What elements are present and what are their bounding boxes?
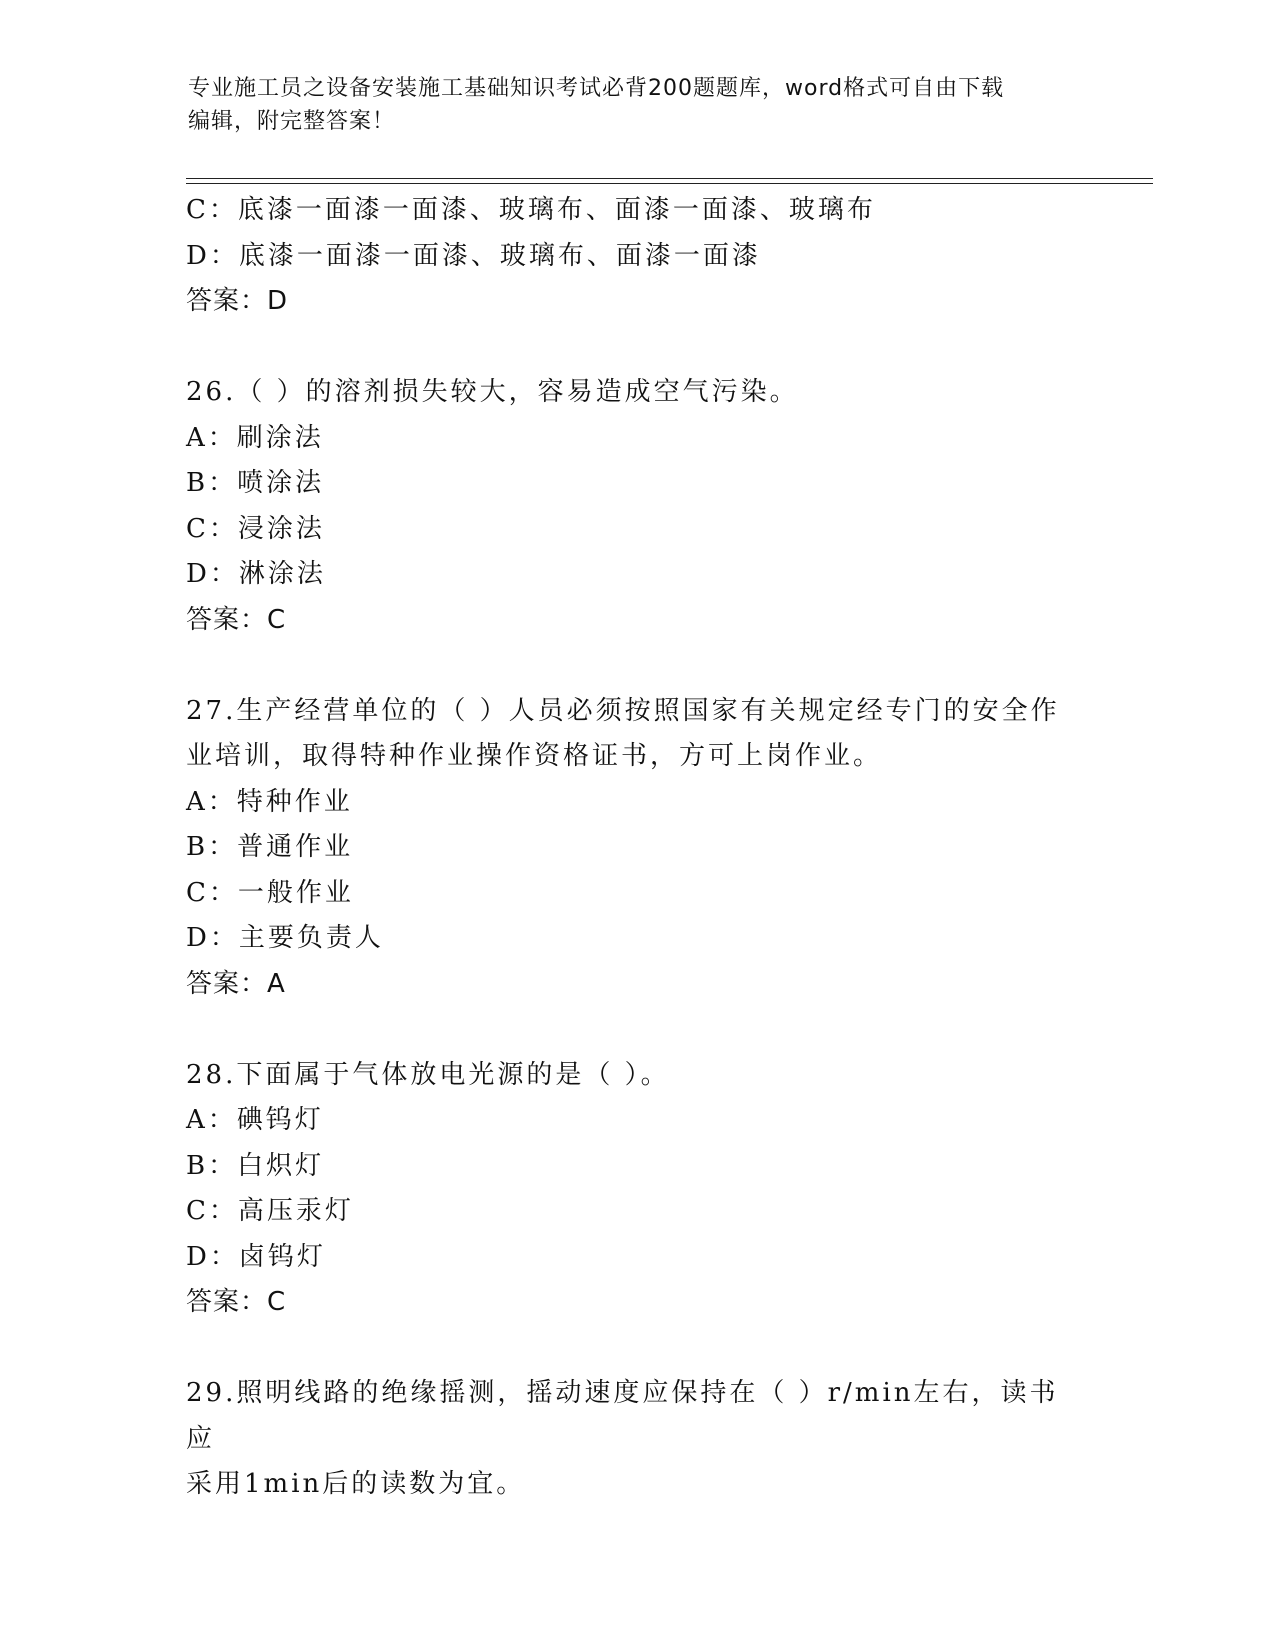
question-stem-line-1: 27.生产经营单位的（ ）人员必须按照国家有关规定经专门的安全作 <box>186 695 1060 726</box>
option-d: D：底漆一面漆一面漆、玻璃布、面漆一面漆 <box>186 240 761 271</box>
question-25-continued <box>186 188 1086 325</box>
option-b: B：白炽灯 <box>186 1150 325 1181</box>
option-d: D：淋涂法 <box>186 559 326 589</box>
question-list <box>186 188 1086 1508</box>
question-stem-line-1: 29.照明线路的绝缘摇测，摇动速度应保持在（ ）r/min左右，读书应 <box>186 1378 1059 1454</box>
option-c: C：一般作业 <box>186 877 354 908</box>
answer: 答案：C <box>186 604 287 635</box>
question-27 <box>186 689 1086 1008</box>
header-divider-top <box>186 178 1153 179</box>
option-a: A：特种作业 <box>186 786 353 817</box>
option-c: C：高压汞灯 <box>186 1196 354 1226</box>
option-a: A：碘钨灯 <box>186 1105 324 1135</box>
option-d: D：主要负责人 <box>186 923 384 953</box>
option-a: A：刷涂法 <box>186 422 324 453</box>
answer: 答案：A <box>186 968 286 999</box>
option-b: B：喷涂法 <box>186 468 325 498</box>
answer: 答案：D <box>186 286 289 316</box>
spacer <box>186 643 1086 689</box>
header-divider-bottom <box>186 183 1153 184</box>
header-line-1: 专业施工员之设备安装施工基础知识考试必背200题题库，word格式可自由下载 <box>188 76 1005 101</box>
question-29 <box>186 1371 1086 1508</box>
option-c: C：浸涂法 <box>186 513 325 544</box>
spacer <box>186 1007 1086 1053</box>
spacer <box>186 325 1086 371</box>
question-stem: 26.（ ）的溶剂损失较大，容易造成空气污染。 <box>186 377 799 407</box>
question-stem: 28.下面属于气体放电光源的是（ ）。 <box>186 1059 670 1090</box>
option-b: B：普通作业 <box>186 832 354 862</box>
answer: 答案：C <box>186 1287 287 1317</box>
option-d: D：卤钨灯 <box>186 1241 326 1272</box>
question-26 <box>186 370 1086 643</box>
question-stem-line-2: 业培训，取得特种作业操作资格证书，方可上岗作业。 <box>186 741 883 771</box>
question-stem-line-2: 采用1min后的读数为宜。 <box>186 1469 526 1499</box>
option-c: C：底漆一面漆一面漆、玻璃布、面漆一面漆、玻璃布 <box>186 195 876 225</box>
question-28 <box>186 1053 1086 1326</box>
document-header <box>188 72 1068 138</box>
spacer <box>186 1326 1086 1372</box>
header-line-2: 编辑，附完整答案！ <box>188 109 396 134</box>
